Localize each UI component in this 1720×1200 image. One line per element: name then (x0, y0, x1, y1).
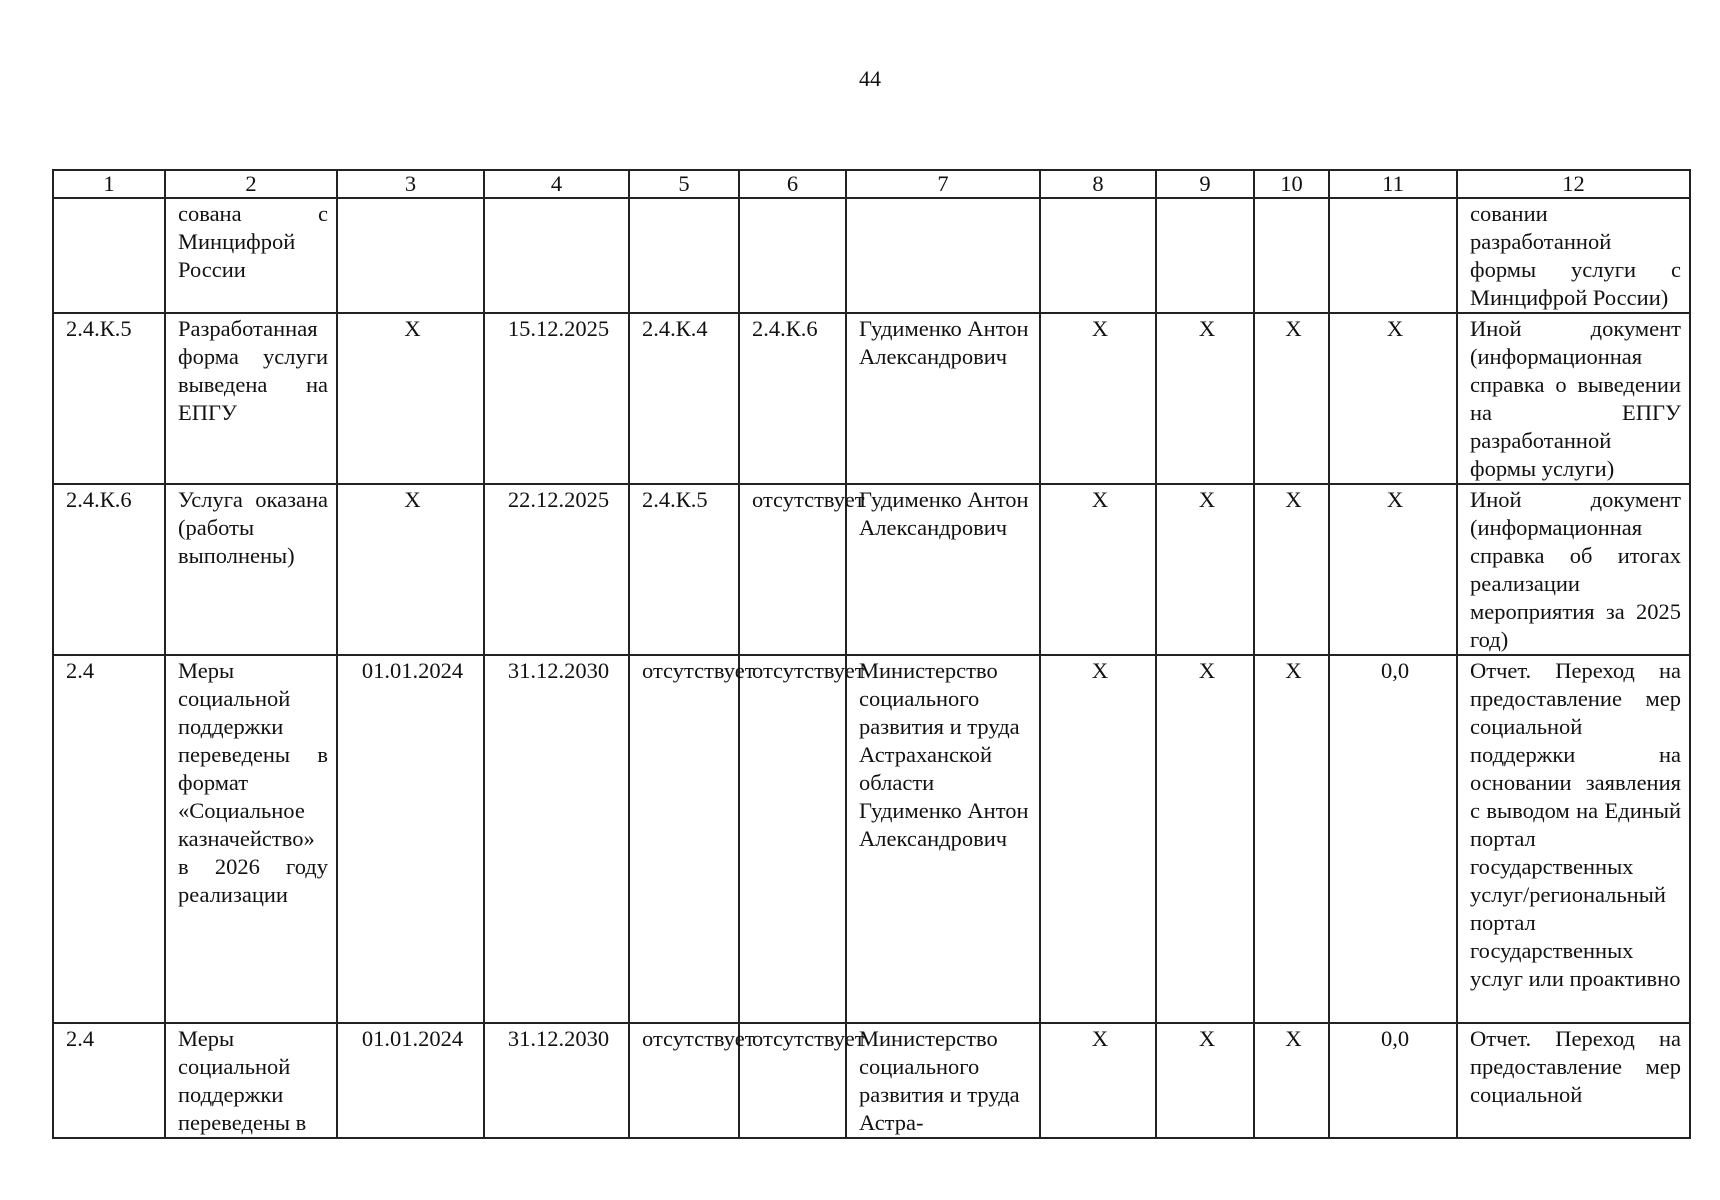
cell-col8: Х (1040, 655, 1156, 1023)
cell-successor (739, 198, 846, 313)
cell-document: Иной документ (информационная справка о выведении на ЕПГУ разработанной формы услуги) (1457, 313, 1690, 484)
cell-col9: Х (1156, 655, 1254, 1023)
table-row (53, 198, 1690, 313)
cell-document: Отчет. Переход на предоставление мер социальной поддержки на основании заявления с выводом на Единый портал государственных услуг/региональный портал государственных услуг или проактивно (1457, 655, 1690, 1023)
cell-result: Услуга оказана (работы выполнены) (165, 484, 337, 655)
cell-col9: Х (1156, 484, 1254, 655)
table-row (53, 484, 1690, 655)
cell-number: 2.4 (53, 1023, 165, 1138)
measures-table (52, 169, 1691, 1139)
cell-col10 (1254, 198, 1329, 313)
col-header-8: 8 (1040, 170, 1156, 198)
cell-document: Иной документ (информационная справка об итогах реализации мероприятия за 2025 год) (1457, 484, 1690, 655)
col-header-2: 2 (165, 170, 337, 198)
header-row (53, 170, 1690, 198)
cell-responsible: Министерство социального развития и труда Астраханской области Гудименко Антон Александрович (846, 655, 1040, 1023)
cell-responsible: Министерство социального развития и труда Астра- (846, 1023, 1040, 1138)
cell-col10: Х (1254, 655, 1329, 1023)
col-header-11: 11 (1329, 170, 1457, 198)
cell-predecessor: 2.4.К.5 (629, 484, 739, 655)
cell-predecessor: отсутствует (629, 1023, 739, 1138)
cell-start-date: 01.01.2024 (337, 655, 484, 1023)
cell-successor: отсутствует (739, 655, 846, 1023)
cell-end-date: 15.12.2025 (484, 313, 629, 484)
col-header-12: 12 (1457, 170, 1690, 198)
cell-successor: отсутствует (739, 484, 846, 655)
cell-col11: Х (1329, 484, 1457, 655)
table-row (53, 1023, 1690, 1138)
cell-responsible: Гудименко Антон Александрович (846, 484, 1040, 655)
col-header-5: 5 (629, 170, 739, 198)
cell-col9: Х (1156, 313, 1254, 484)
cell-col10: Х (1254, 484, 1329, 655)
cell-number: 2.4 (53, 655, 165, 1023)
cell-predecessor: 2.4.К.4 (629, 313, 739, 484)
cell-result: Меры социальной поддержки переведены в формат «Социальное казначейство» в 2026 году реализации (165, 655, 337, 1023)
cell-result: сована с Минцифрой России (165, 198, 337, 313)
cell-predecessor: отсутствует (629, 655, 739, 1023)
cell-start-date: Х (337, 313, 484, 484)
cell-col10: Х (1254, 313, 1329, 484)
cell-result: Разработанная форма услуги выведена на ЕПГУ (165, 313, 337, 484)
cell-predecessor (629, 198, 739, 313)
cell-start-date: Х (337, 484, 484, 655)
cell-document: Отчет. Переход на предоставление мер социальной (1457, 1023, 1690, 1138)
cell-col9: Х (1156, 1023, 1254, 1138)
cell-col9 (1156, 198, 1254, 313)
cell-col8 (1040, 198, 1156, 313)
cell-col11: Х (1329, 313, 1457, 484)
cell-document: совании разработанной формы услуги с Минцифрой России) (1457, 198, 1690, 313)
cell-col8: Х (1040, 484, 1156, 655)
cell-number: 2.4.К.6 (53, 484, 165, 655)
cell-responsible (846, 198, 1040, 313)
col-header-7: 7 (846, 170, 1040, 198)
cell-successor: 2.4.К.6 (739, 313, 846, 484)
cell-start-date: 01.01.2024 (337, 1023, 484, 1138)
cell-end-date: 31.12.2030 (484, 1023, 629, 1138)
cell-number (53, 198, 165, 313)
col-header-4: 4 (484, 170, 629, 198)
col-header-6: 6 (739, 170, 846, 198)
cell-col11: 0,0 (1329, 655, 1457, 1023)
page-number: 44 (859, 66, 881, 91)
col-header-9: 9 (1156, 170, 1254, 198)
table-row (53, 655, 1690, 1023)
cell-col8: Х (1040, 1023, 1156, 1138)
table-row (53, 313, 1690, 484)
cell-end-date (484, 198, 629, 313)
cell-start-date (337, 198, 484, 313)
cell-col11 (1329, 198, 1457, 313)
col-header-3: 3 (337, 170, 484, 198)
cell-col8: Х (1040, 313, 1156, 484)
cell-result: Меры социальной поддержки переведены в (165, 1023, 337, 1138)
cell-col10: Х (1254, 1023, 1329, 1138)
cell-end-date: 22.12.2025 (484, 484, 629, 655)
cell-successor: отсутствует (739, 1023, 846, 1138)
cell-end-date: 31.12.2030 (484, 655, 629, 1023)
col-header-1: 1 (53, 170, 165, 198)
cell-number: 2.4.К.5 (53, 313, 165, 484)
cell-col11: 0,0 (1329, 1023, 1457, 1138)
cell-responsible: Гудименко Антон Александрович (846, 313, 1040, 484)
col-header-10: 10 (1254, 170, 1329, 198)
